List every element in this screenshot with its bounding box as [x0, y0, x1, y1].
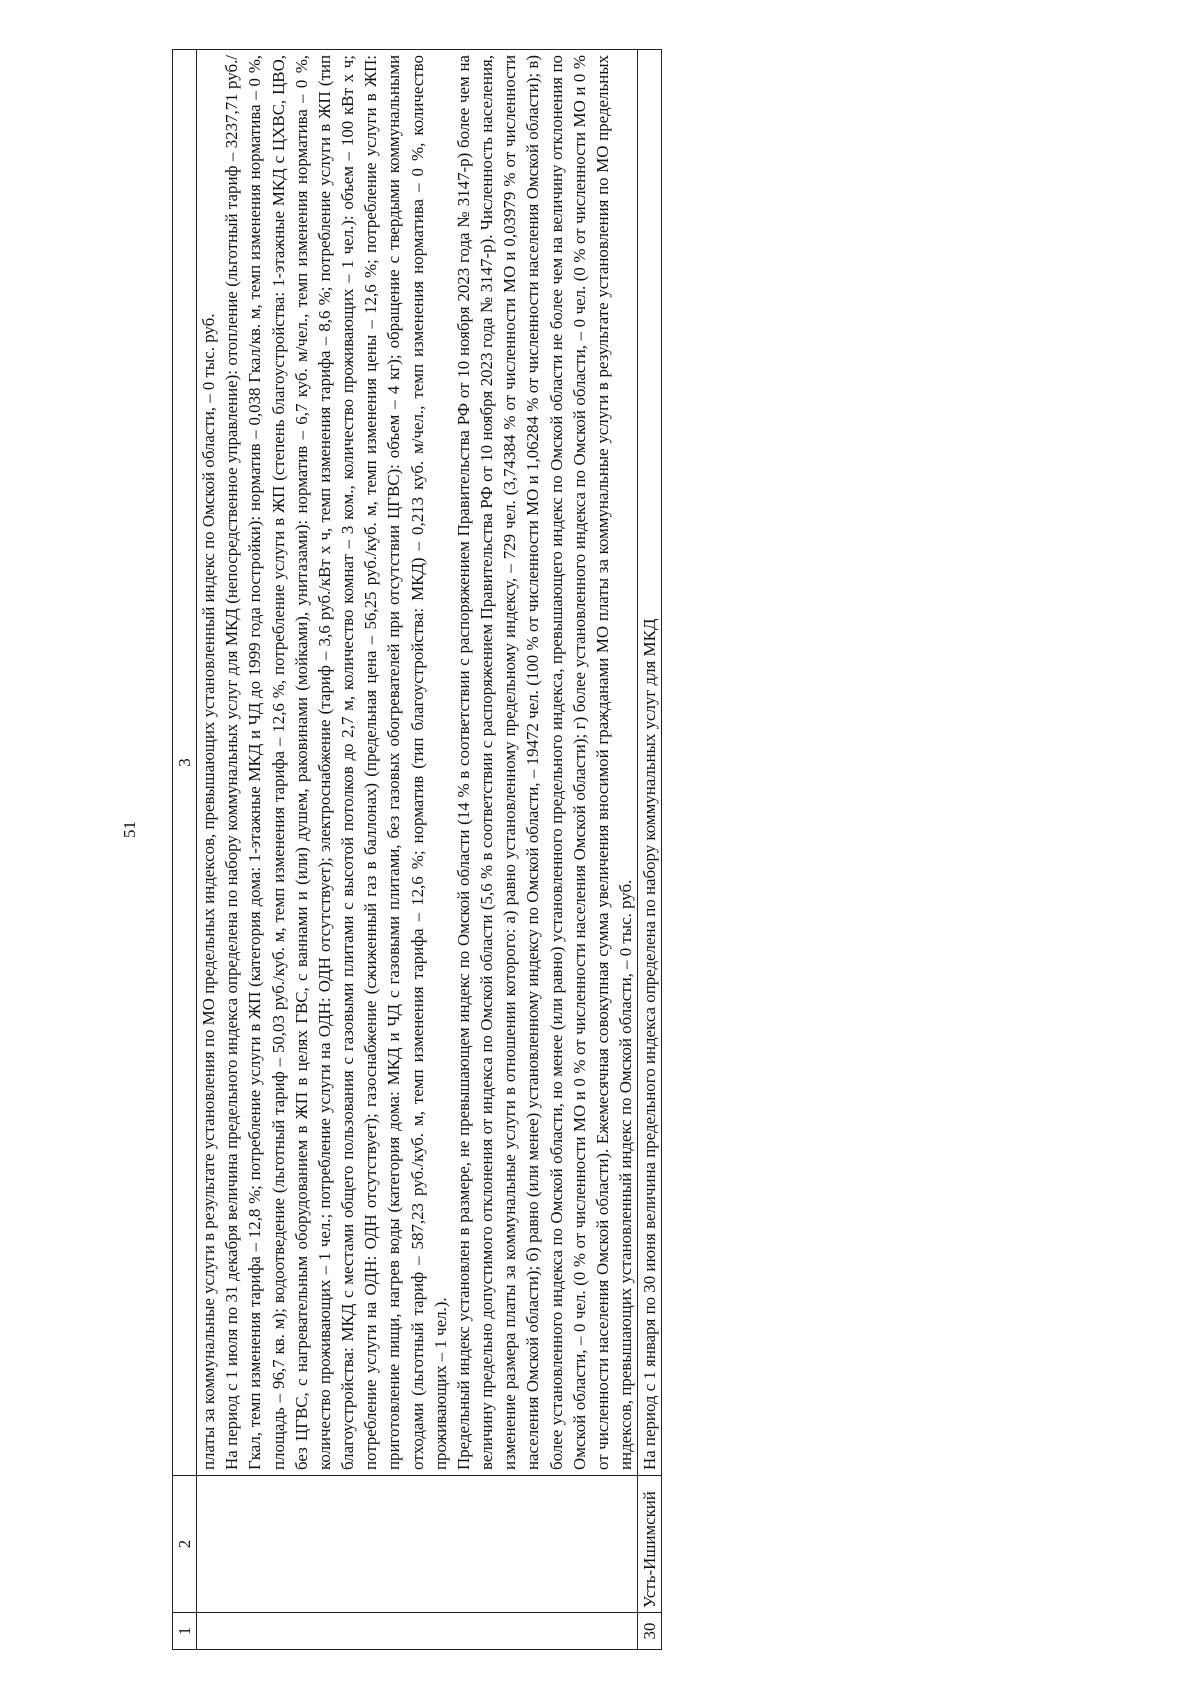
description-cell: [197, 50, 638, 1476]
description-cell: [638, 50, 662, 1476]
row-number: [197, 1613, 638, 1650]
municipality-name: Усть-Ишимский: [638, 1476, 662, 1613]
table-row: [197, 50, 638, 1650]
tariff-table: [172, 49, 662, 1650]
page-number: 51: [120, 821, 139, 838]
paragraph-second-half-index: На период с 1 июля по 31 декабря величина предельного индекса определена по набору коммунальных услуг для МКД (непосредственное управление): отопление (льготный тариф – 3237,71 руб./Гкал, темп изменения тарифа – 12,8 %; потребление услуги в ЖП (категория дома: 1-этажные МКД и ЧД до 1999 года постройки): норматив – 0,038 Гкал/кв. м, темп изменения норматива – 0 %, площадь – 96,7 кв. м); водоотведение (льготный тариф – 50,03 руб./куб. м, темп изменения тарифа – 12,6 %, потребление услуги в ЖП (степень благоустройства: 1-этажные МКД с ЦХВС, ЦВО, без ЦГВС, с нагревательным оборудованием в ЖП в целях ГВС, с ваннами и (или) душем, раковинами (мойками), унитазами): норматив – 6,7 куб. м/чел., темп изменения норматива – 0 %, количество проживающих – 1 чел.; потребление услуги на ОДН: ОДН отсутствует); электроснабжение (тариф – 3,6 руб./кВт х ч, темп изменения тарифа – 8,6 %; потребление услуги в ЖП (тип благоустройства: МКД с местами общего пользования с газовыми плитами с высотой потолков до 2,7 м, количество комнат – 3 ком., количество проживающих – 1 чел.): объем – 100 кВт х ч; потребление услуги на ОДН: ОДН отсутствует); газоснабжение (сжиженный газ в баллонах) (предельная цена – 56,25 руб./куб. м, темп изменения цены – 12,6 %; потребление услуги в ЖП: приготовление пищи, нагрев воды (категория дома: МКД и ЧД с газовыми плитами, без газовых обогревателей при отсутствии ЦГВС): объем – 4 кг); обращение с твердыми коммунальными отходами (льготный тариф – 587,23 руб./куб. м, темп изменения тарифа – 12,6 %; норматив (тип благоустройства: МКД) – 0,213 куб. м/чел., темп изменения норматива – 0 %, количество проживающих – 1 чел.).: [222, 55, 450, 1470]
header-col-2: 2: [173, 1476, 197, 1613]
table-row: [638, 50, 662, 1650]
description-text: На период с 1 января по 30 июня величина предельного индекса определена по набору коммунальных услуг для МКД: [640, 618, 660, 1470]
rotated-page-content: [172, 50, 1082, 1650]
paragraph-population: Предельный индекс установлен в размере, не превышающем индекс по Омской области (14 % в соответствии с распоряжением Правительства РФ от 10 ноября 2023 года № 3147-р) более чем на величину предельно допустимого отклонения от индекса по Омской области (5,6 % в соответствии с распоряжением Правительства РФ от 10 ноября 2023 года № 3147-р). Численность населения, изменение размера платы за коммунальные услуги в отношении которого: а) равно установленному предельному индексу, – 729 чел. (3,74384 % от численности МО и 0,03979 % от численности населения Омской области); б) равно (или менее) установленному индексу по Омской области, – 19472 чел. (100 % от численности МО и 1,06284 % от численности населения Омской области); в) более установленного индекса по Омской области, но менее (или равно) установленного предельного индекса, превышающего индекс по Омской области не более чем на величину отклонения по Омской области, – 0 чел. (0 % от численности МО и 0 % от численности населения Омской области); г) более установленного индекса по Омской области, – 0 чел. (0 % от численности МО и 0 % от численности населения Омской области). Ежемесячная совокупная сумма увеличения вносимой гражданами МО платы за коммунальные услуги в результате установления по МО предельных индексов, превышающих установленный индекс по Омской области, – 0 тыс. руб.: [453, 55, 635, 1470]
table-header-row: [173, 50, 197, 1650]
municipality-name: [197, 1476, 638, 1613]
paragraph-total-increase: платы за коммунальные услуги в результате установления по МО предельных индексов, превышающих установленный индекс по Омской области, – 0 тыс. руб.: [199, 313, 219, 1470]
row-number: 30: [638, 1613, 662, 1650]
header-col-1: 1: [173, 1613, 197, 1650]
header-col-3: 3: [173, 50, 197, 1476]
